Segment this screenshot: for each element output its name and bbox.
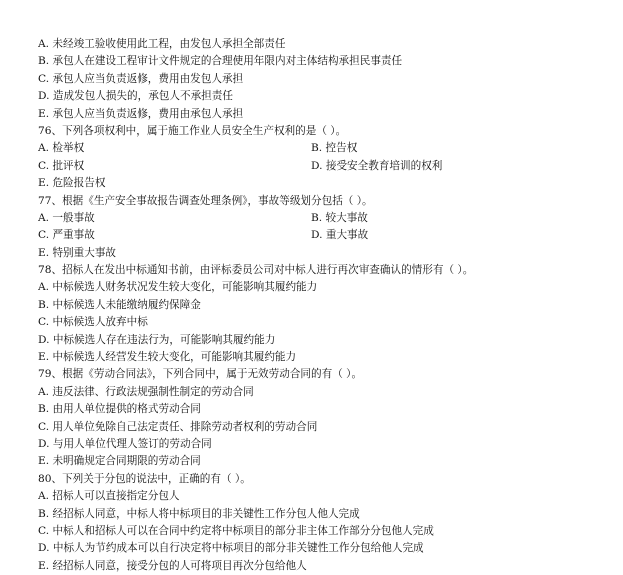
- option-text: D. 中标人为节约成本可以自行决定将中标项目的部分非关键性工作分包给他人完成: [38, 542, 424, 555]
- option-row: [38, 140, 598, 157]
- option-text: A. 中标候选人财务状况发生较大变化，可能影响其履约能力: [38, 281, 318, 294]
- question-text: 76、下列各项权利中，属于施工作业人员安全生产权利的是（ ）。: [38, 124, 347, 137]
- option-text: C. 承包人应当负责返修，费用由发包人承担: [38, 72, 244, 85]
- question-text: 78、招标人在发出中标通知书前，由评标委员公司对中标人进行再次审查确认的情形有（ ）。: [38, 264, 474, 277]
- question-text: 77、根据《生产安全事故报告调查处理条例》，事故等级划分包括（ ）。: [38, 194, 373, 207]
- option-text: A. 检举权: [38, 142, 85, 155]
- option-text: C. 批评权: [38, 159, 85, 172]
- option-text: E. 特别重大事故: [38, 246, 117, 259]
- option-text: B. 由用人单位提供的格式劳动合同: [38, 403, 201, 416]
- option-text: D. 与用人单位代理人签订的劳动合同: [38, 437, 212, 450]
- option-text: B. 承包人在建设工程审计文件规定的合理使用年限内对主体结构承担民事责任: [38, 55, 403, 68]
- option-row: [38, 210, 598, 227]
- option-text: B. 较大事故: [311, 211, 368, 224]
- option-text: C. 用人单位免除自己法定责任、排除劳动者权利的劳动合同: [38, 420, 318, 433]
- option-row: [38, 227, 598, 244]
- option-text: A. 违反法律、行政法规强制性制定的劳动合同: [38, 385, 254, 398]
- option-text: D. 接受安全教育培训的权利: [311, 159, 443, 172]
- option-text: E. 承包人应当负责返修，费用由承包人承担: [38, 107, 244, 120]
- option-text: B. 经招标人同意，中标人将中标项目的非关键性工作分包人他人完成: [38, 507, 360, 520]
- question-text: 79、根据《劳动合同法》，下列合同中，属于无效劳动合同的有（ ）。: [38, 368, 363, 381]
- option-text: D. 造成发包人损失的，承包人不承担责任: [38, 90, 233, 103]
- question-text: 80、下列关于分包的说法中，正确的有（ ）。: [38, 472, 251, 485]
- option-text: C. 严重事故: [38, 229, 95, 242]
- option-text: A. 未经竣工验收使用此工程，由发包人承担全部责任: [38, 38, 286, 50]
- option-text: B. 控告权: [311, 142, 358, 155]
- option-text: E. 经招标人同意，接受分包的人可将项目再次分包给他人: [38, 559, 307, 572]
- option-text: B. 中标候选人未能缴纳履约保障金: [38, 298, 201, 311]
- option-text: E. 危险报告权: [38, 177, 106, 190]
- option-text: C. 中标人和招标人可以在合同中约定将中标项目的部分非主体工作部分分包他人完成: [38, 524, 434, 537]
- option-text: A. 招标人可以直接指定分包人: [38, 490, 180, 503]
- option-text: E. 中标候选人经营发生较大变化，可能影响其履约能力: [38, 351, 297, 364]
- option-row: [38, 158, 598, 175]
- option-text: A. 一般事故: [38, 211, 95, 224]
- option-text: E. 未明确规定合同期限的劳动合同: [38, 455, 201, 468]
- option-text: C. 中标候选人放弃中标: [38, 316, 148, 329]
- option-text: D. 重大事故: [311, 229, 369, 242]
- option-text: D. 中标候选人存在违法行为，可能影响其履约能力: [38, 333, 276, 346]
- exam-document: [38, 36, 598, 575]
